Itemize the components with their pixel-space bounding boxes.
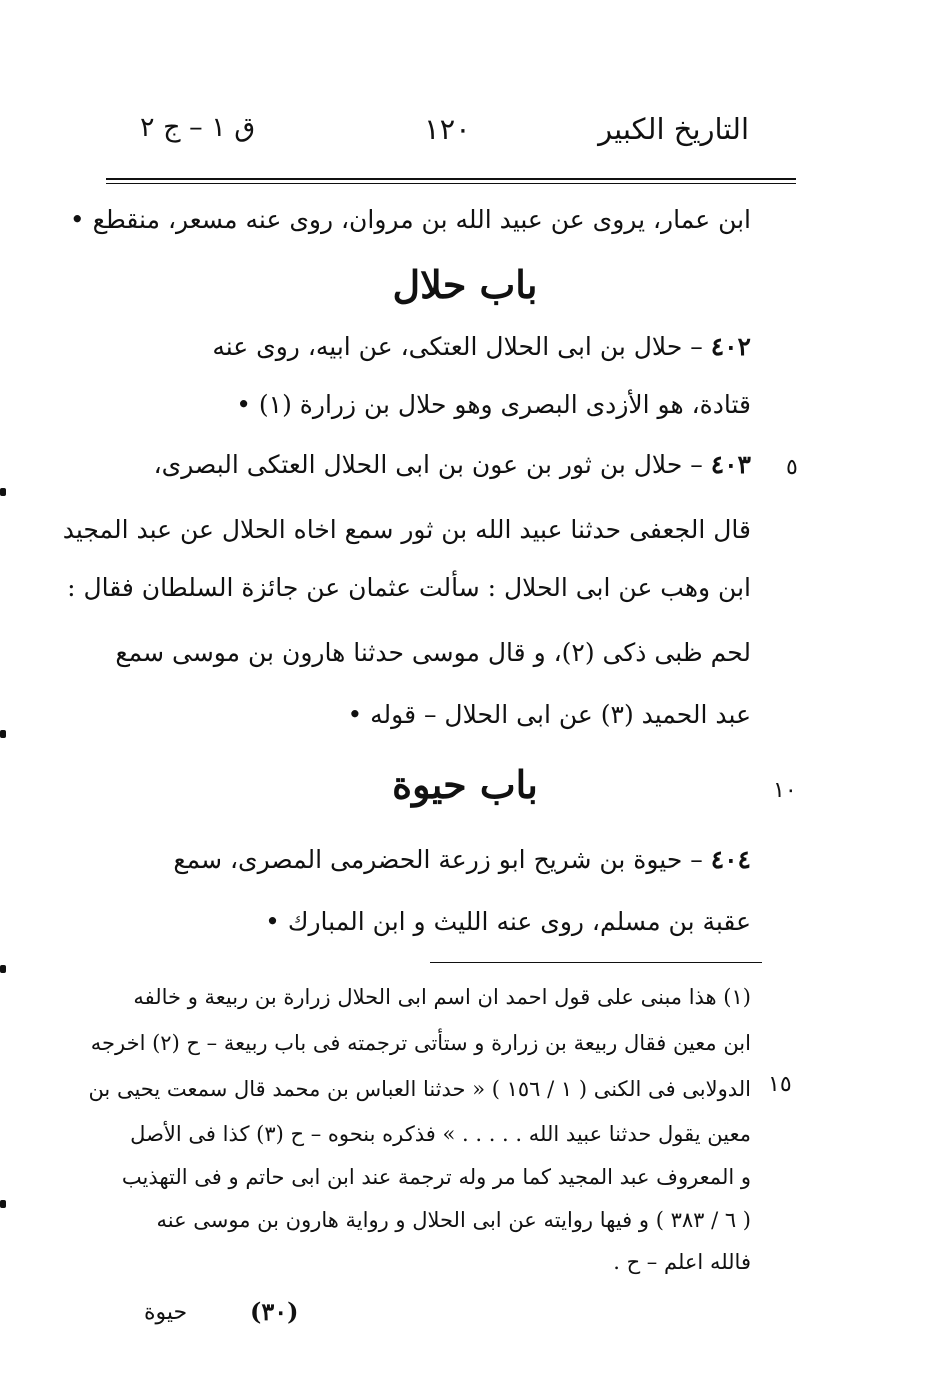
scan-edge-mark — [0, 730, 6, 738]
entry-402-line-1 — [121, 332, 751, 361]
entry-403-line-4: لحم ظبى ذكى (٢)، و قال موسى حدثنا هارون بن موسى سمع — [115, 638, 751, 667]
entry-404-text-1: – حيوة بن شريح ابو زرعة الحضرمى المصرى، سمع — [173, 845, 703, 874]
entry-402-text-1: – حلال بن ابى الحلال العتكى، عن ابيه، روى عنه — [212, 332, 703, 361]
running-title: التاريخ الكبير — [598, 112, 749, 146]
footnote-line-5: و المعروف عبد المجيد كما مر وله ترجمة عند ابن ابى حاتم و فى التهذيب — [121, 1165, 751, 1189]
margin-number-5: ٥ — [786, 455, 798, 480]
entry-403-line-3: ابن وهب عن ابى الحلال : سألت عثمان عن جائزة السلطان فقال : — [67, 573, 751, 602]
entry-403-line-1 — [121, 450, 751, 479]
section-heading-haywa: باب حيوة — [392, 762, 538, 807]
page-number: ١٢٠ — [424, 112, 471, 146]
footnote-rule — [430, 962, 762, 963]
footnote-line-6: ( ٦ / ٣٨٣ ) و فيها روايته عن ابى الحلال و رواية هارون بن موسى عنه — [156, 1208, 751, 1232]
header-rule-thin — [106, 183, 796, 184]
entry-402-number: ٤٠٢ — [710, 332, 751, 361]
margin-number-15: ١٥ — [768, 1072, 792, 1097]
footnote-line-3: الدولابى فى الكنى ( ١ / ١٥٦ ) « حدثنا العباس بن محمد قال سمعت يحيى بن — [88, 1077, 751, 1101]
margin-number-10: ١٠ — [773, 778, 797, 803]
entry-402-line-2: قتادة، هو الأزدى البصرى وهو حلال بن زرارة (١) • — [236, 390, 751, 419]
scan-edge-mark — [0, 965, 6, 973]
entry-403-line-5: عبد الحميد (٣) عن ابى الحلال – قوله • — [347, 700, 751, 729]
entry-403-line-2: قال الجعفى حدثنا عبيد الله بن ثور سمع اخاه الحلال عن عبد المجيد — [62, 515, 751, 544]
continuation-line: ابن عمار، يروى عن عبيد الله بن مروان، روى عنه مسعر، منقطع • — [69, 205, 751, 234]
signature-mark: (٣٠) — [250, 1297, 299, 1326]
footnote-line-1: (١) هذا مبنى على قول احمد ان اسم ابى الحلال زرارة بن ربيعة و خالفه — [133, 985, 751, 1009]
scan-edge-mark — [0, 1200, 6, 1208]
entry-403-number: ٤٠٣ — [710, 450, 751, 479]
entry-404-line-1 — [121, 845, 751, 874]
scan-edge-mark — [0, 488, 6, 496]
entry-403-text-1: – حلال بن ثور بن عون بن ابى الحلال العتكى البصرى، — [153, 450, 703, 479]
footnote-line-4: معين يقول حدثنا عبيد الله . . . . . » فذكره بنحوه – ح (٣) كذا فى الأصل — [130, 1122, 751, 1146]
entry-404-line-2: عقبة بن مسلم، روى عنه الليث و ابن المبارك • — [265, 907, 751, 936]
volume-part-label: ق ١ – ج ٢ — [140, 112, 256, 143]
header-rule-thick — [106, 178, 796, 180]
footnote-line-2: ابن معين فقال ربيعة بن زرارة و ستأتى ترجمته فى باب ربيعة – ح (٢) اخرجه — [90, 1031, 751, 1055]
footnote-line-7: فالله اعلم – ح . — [613, 1250, 751, 1274]
entry-404-number: ٤٠٤ — [710, 845, 751, 874]
section-heading-hilal: باب حلال — [392, 262, 538, 307]
catchword: حيوة — [144, 1300, 188, 1325]
